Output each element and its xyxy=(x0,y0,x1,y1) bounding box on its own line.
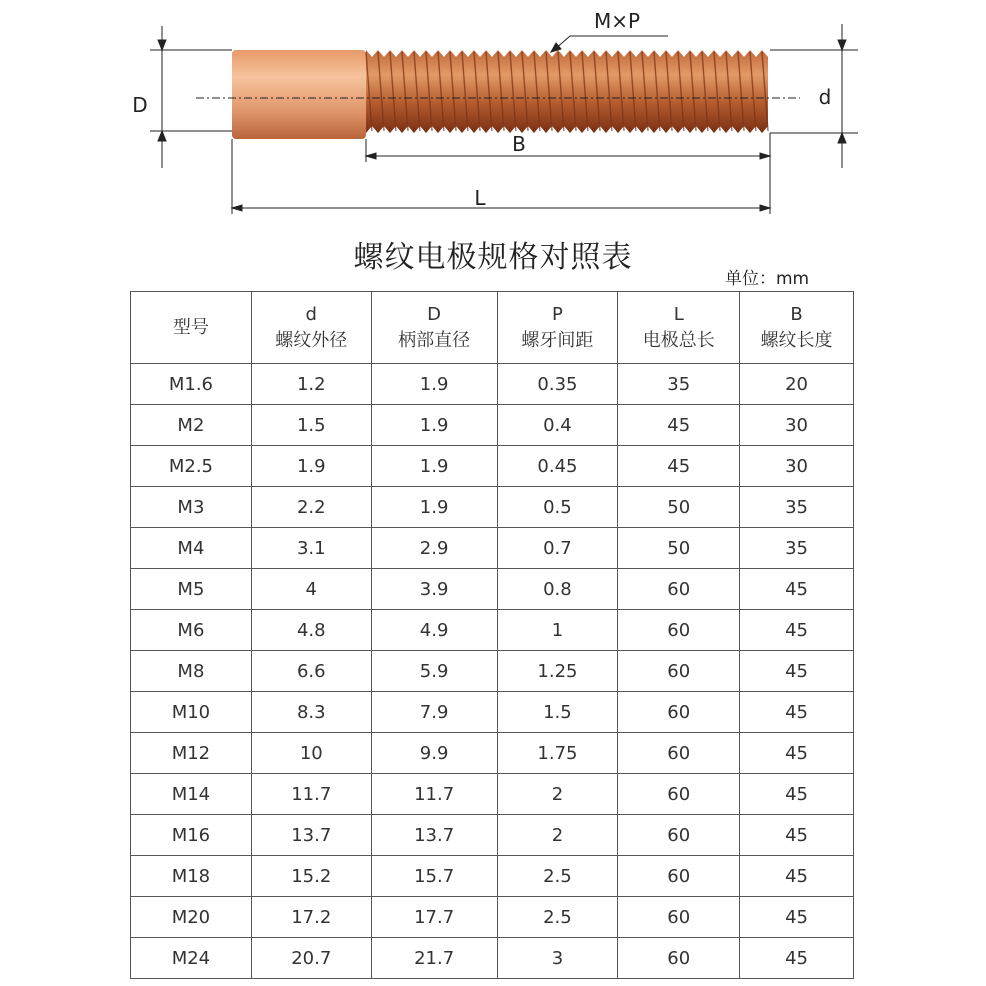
table-row xyxy=(131,446,854,487)
table-cell: 3 xyxy=(497,938,618,979)
table-cell: 0.35 xyxy=(497,364,618,405)
column-header xyxy=(740,292,854,364)
thread-spec-leader xyxy=(551,36,668,52)
table-row xyxy=(131,528,854,569)
column-header-name: 柄部直径 xyxy=(398,329,471,351)
table-cell: 35 xyxy=(618,364,740,405)
table-cell: 0.45 xyxy=(497,446,618,487)
table-cell: 4.8 xyxy=(251,610,371,651)
table-cell: 60 xyxy=(618,897,740,938)
table-cell: M10 xyxy=(131,692,252,733)
table-cell: 21.7 xyxy=(371,938,497,979)
table-cell: 60 xyxy=(618,815,740,856)
page-title: 螺纹电极规格对照表 xyxy=(353,240,633,275)
table-cell: 11.7 xyxy=(251,774,371,815)
electrode-dimension-diagram xyxy=(0,0,986,230)
table-row xyxy=(131,692,854,733)
table-cell: 6.6 xyxy=(251,651,371,692)
table-cell: 7.9 xyxy=(371,692,497,733)
table-cell: 30 xyxy=(740,446,854,487)
table-cell: 0.7 xyxy=(497,528,618,569)
table-cell: 50 xyxy=(618,487,740,528)
shank xyxy=(232,50,366,139)
table-cell: M16 xyxy=(131,815,252,856)
outer-diameter-dimension xyxy=(150,26,232,168)
table-row xyxy=(131,610,854,651)
table-row xyxy=(131,569,854,610)
table-cell: 15.2 xyxy=(251,856,371,897)
table-cell: 1.9 xyxy=(371,405,497,446)
table-cell: M18 xyxy=(131,856,252,897)
table-cell: M6 xyxy=(131,610,252,651)
table-cell: 45 xyxy=(740,733,854,774)
column-header-name: 螺牙间距 xyxy=(521,329,594,351)
table-cell: 45 xyxy=(740,897,854,938)
table-cell: 60 xyxy=(618,733,740,774)
column-header-name: 螺纹外径 xyxy=(275,329,348,351)
table-cell: 1.9 xyxy=(371,364,497,405)
column-header xyxy=(497,292,618,364)
table-cell: 20 xyxy=(740,364,854,405)
table-row xyxy=(131,487,854,528)
table-cell: 45 xyxy=(618,446,740,487)
column-header-symbol: 型号 xyxy=(172,316,209,338)
table-cell: 0.5 xyxy=(497,487,618,528)
table-cell: 1.25 xyxy=(497,651,618,692)
table-cell: 3.1 xyxy=(251,528,371,569)
table-cell: 60 xyxy=(618,938,740,979)
thread-length-dimension xyxy=(366,133,770,162)
table-cell: M5 xyxy=(131,569,252,610)
total-length-dimension xyxy=(232,139,770,214)
table-cell: 2.5 xyxy=(497,856,618,897)
table-cell: 4.9 xyxy=(371,610,497,651)
table-cell: M3 xyxy=(131,487,252,528)
table-cell: 3.9 xyxy=(371,569,497,610)
table-cell: 45 xyxy=(740,774,854,815)
table-cell: 2 xyxy=(497,774,618,815)
table-row xyxy=(131,856,854,897)
table-cell: 45 xyxy=(740,569,854,610)
table-cell: 1.9 xyxy=(371,446,497,487)
table-cell: 2.5 xyxy=(497,897,618,938)
table-cell: 2.2 xyxy=(251,487,371,528)
thread-diameter-dimension xyxy=(770,24,858,168)
thread-length-label: B xyxy=(512,132,526,156)
table-row xyxy=(131,938,854,979)
column-header-symbol: B xyxy=(790,303,803,325)
column-header-symbol: d xyxy=(305,303,317,325)
table-body xyxy=(131,364,854,979)
table-cell: 45 xyxy=(740,610,854,651)
table-cell: 35 xyxy=(740,528,854,569)
table-cell: 45 xyxy=(618,405,740,446)
table-cell: 1.9 xyxy=(371,487,497,528)
table-cell: 8.3 xyxy=(251,692,371,733)
table-cell: 17.2 xyxy=(251,897,371,938)
table-cell: 2 xyxy=(497,815,618,856)
table-cell: 60 xyxy=(618,692,740,733)
table-cell: 5.9 xyxy=(371,651,497,692)
table-cell: 15.7 xyxy=(371,856,497,897)
table-header-row xyxy=(131,292,854,364)
outer-diameter-label: D xyxy=(132,93,148,117)
table-cell: 0.8 xyxy=(497,569,618,610)
table-cell: M20 xyxy=(131,897,252,938)
table-cell: 60 xyxy=(618,856,740,897)
total-length-label: L xyxy=(474,186,486,210)
table-cell: 13.7 xyxy=(371,815,497,856)
column-header-symbol: L xyxy=(673,303,684,325)
column-header-symbol: P xyxy=(552,303,563,325)
table-cell: 50 xyxy=(618,528,740,569)
table-cell: M4 xyxy=(131,528,252,569)
table-cell: 60 xyxy=(618,651,740,692)
column-header xyxy=(618,292,740,364)
table-cell: M24 xyxy=(131,938,252,979)
table-cell: 4 xyxy=(251,569,371,610)
table-cell: 1 xyxy=(497,610,618,651)
table-cell: 0.4 xyxy=(497,405,618,446)
column-header-name: 电极总长 xyxy=(642,329,715,351)
table-row xyxy=(131,364,854,405)
table-row xyxy=(131,733,854,774)
table-row xyxy=(131,774,854,815)
table-cell: 45 xyxy=(740,938,854,979)
table-cell: M14 xyxy=(131,774,252,815)
table-cell: 11.7 xyxy=(371,774,497,815)
table-cell: 9.9 xyxy=(371,733,497,774)
table-cell: 60 xyxy=(618,569,740,610)
table-cell: 1.5 xyxy=(497,692,618,733)
table-cell: 1.5 xyxy=(251,405,371,446)
column-header xyxy=(251,292,371,364)
column-header-symbol: D xyxy=(427,303,442,325)
table-cell: 17.7 xyxy=(371,897,497,938)
column-header-name: 螺纹长度 xyxy=(760,329,833,351)
table-cell: 45 xyxy=(740,856,854,897)
table-row xyxy=(131,897,854,938)
table-cell: M8 xyxy=(131,651,252,692)
column-header xyxy=(131,292,252,364)
thread-diameter-label: d xyxy=(818,85,832,109)
table-row xyxy=(131,815,854,856)
unit-label: 单位：mm xyxy=(725,269,810,289)
table-cell: 60 xyxy=(618,610,740,651)
table-cell: M12 xyxy=(131,733,252,774)
table-cell: 13.7 xyxy=(251,815,371,856)
table-cell: 2.9 xyxy=(371,528,497,569)
table-cell: 60 xyxy=(618,774,740,815)
table-cell: M2.5 xyxy=(131,446,252,487)
table-cell: 1.9 xyxy=(251,446,371,487)
table-cell: 1.75 xyxy=(497,733,618,774)
table-cell: 35 xyxy=(740,487,854,528)
table-cell: 45 xyxy=(740,815,854,856)
table-row xyxy=(131,405,854,446)
table-cell: 45 xyxy=(740,651,854,692)
table-cell: M1.6 xyxy=(131,364,252,405)
table-cell: 1.2 xyxy=(251,364,371,405)
thread-spec-label: M×P xyxy=(593,9,641,33)
spec-table xyxy=(130,291,854,979)
table-cell: M2 xyxy=(131,405,252,446)
threaded-section xyxy=(366,50,768,133)
column-header xyxy=(371,292,497,364)
table-cell: 45 xyxy=(740,692,854,733)
table-cell: 30 xyxy=(740,405,854,446)
table-cell: 20.7 xyxy=(251,938,371,979)
table-cell: 10 xyxy=(251,733,371,774)
table-row xyxy=(131,651,854,692)
